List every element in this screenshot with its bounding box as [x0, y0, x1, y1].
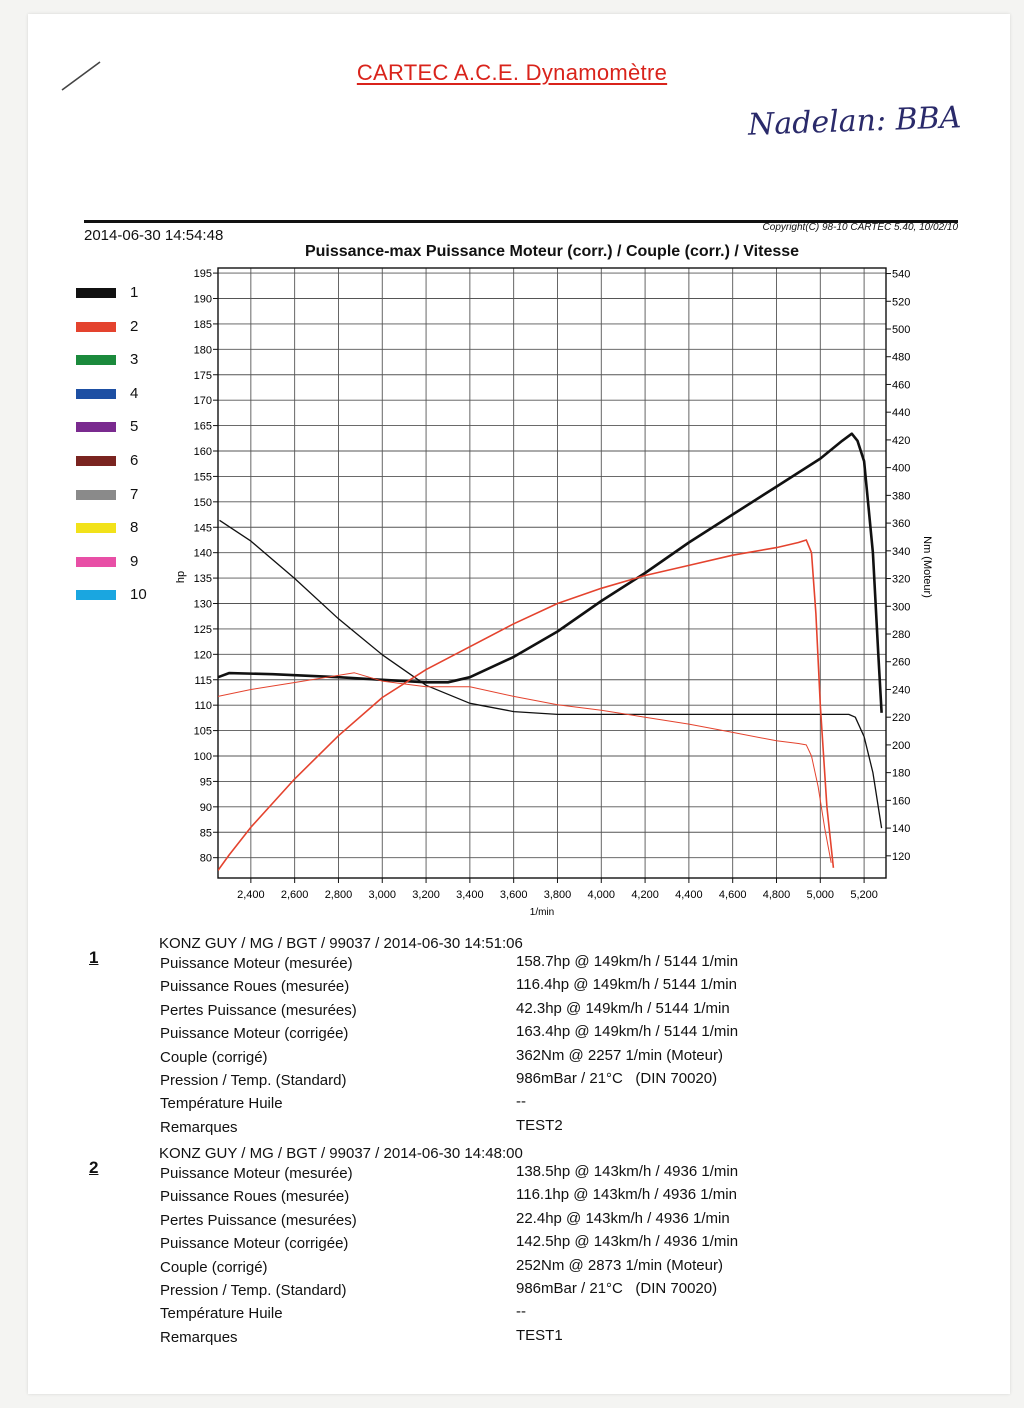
y-left-tick-label: 150: [193, 496, 212, 509]
y-right-tick-label: 420: [892, 434, 911, 447]
x-axis-label: 1/min: [529, 907, 555, 918]
y-right-tick-label: 260: [892, 656, 911, 669]
document-title: CARTEC A.C.E. Dynamomètre: [356, 60, 668, 85]
y-left-tick-label: 195: [193, 268, 212, 281]
result-label: Puissance Moteur (mesurée): [160, 955, 353, 972]
result-value: 42.3hp @ 149km/h / 5144 1/min: [516, 999, 730, 1017]
y-right-tick-label: 540: [892, 268, 911, 281]
result-value: 138.5hp @ 143km/h / 4936 1/min: [516, 1163, 739, 1180]
result-label: Puissance Moteur (mesurée): [160, 1165, 353, 1182]
legend-label: 4: [130, 384, 139, 402]
y-right-tick-label: 120: [892, 850, 911, 863]
result-label: Puissance Roues (mesurée): [160, 978, 350, 996]
y-right-tick-label: 180: [892, 767, 911, 780]
copyright-note: Copyright(C) 98-10 CARTEC 5.40, 10/02/10: [762, 222, 958, 233]
y-right-tick-label: 520: [892, 296, 911, 309]
y-left-tick-label: 100: [193, 751, 212, 763]
result-value: TEST2: [516, 1116, 563, 1134]
result-label: Remarques: [160, 1118, 238, 1136]
y-right-tick-label: 440: [892, 407, 911, 420]
x-tick-label: 5,200: [850, 889, 878, 901]
run-index: 2: [89, 1158, 99, 1177]
result-value: 158.7hp @ 149km/h / 5144 1/min: [516, 953, 739, 970]
y-left-tick-label: 130: [193, 598, 212, 611]
result-value: 163.4hp @ 149km/h / 5144 1/min: [516, 1023, 739, 1041]
x-tick-label: 5,000: [806, 889, 835, 901]
y-left-tick-label: 165: [193, 420, 212, 433]
result-label: Remarques: [160, 1328, 238, 1346]
y-left-tick-label: 90: [199, 801, 212, 814]
result-value: 142.5hp @ 143km/h / 4936 1/min: [516, 1233, 739, 1251]
y-left-tick-label: 175: [193, 369, 212, 382]
result-value: 22.4hp @ 143km/h / 4936 1/min: [516, 1209, 730, 1227]
chart-title: Puissance-max Puissance Moteur (corr.) / Couple (corr.) / Vitesse: [304, 243, 800, 260]
result-value: --: [516, 1093, 526, 1111]
x-tick-label: 3,600: [499, 889, 528, 901]
result-label: Couple (corrigé): [160, 1258, 268, 1276]
x-tick-label: 4,600: [718, 889, 747, 901]
y-right-tick-label: 460: [892, 379, 911, 392]
y-right-tick-label: 280: [892, 629, 911, 641]
y-left-tick-label: 120: [193, 649, 212, 662]
legend-label: 10: [130, 586, 147, 604]
y-left-tick-label: 95: [199, 776, 212, 789]
y-left-tick-label: 125: [193, 623, 212, 636]
x-tick-label: 3,400: [456, 889, 484, 901]
x-tick-label: 4,200: [631, 889, 659, 901]
legend-label: 9: [130, 552, 139, 570]
result-value: 116.4hp @ 149km/h / 5144 1/min: [516, 976, 737, 994]
report-timestamp: 2014-06-30 14:54:48: [84, 227, 224, 244]
y-left-tick-label: 145: [193, 522, 212, 535]
y-left-tick-label: 110: [194, 700, 212, 713]
result-label: Pertes Puissance (mesurées): [160, 1211, 357, 1229]
y-left-tick-label: 140: [193, 547, 212, 560]
result-label: Puissance Roues (mesurée): [160, 1188, 350, 1206]
y-left-axis-label: hp: [175, 570, 187, 584]
y-right-tick-label: 160: [892, 795, 911, 808]
result-value: 986mBar / 21°C (DIN 70020): [516, 1070, 718, 1087]
result-value: 116.1hp @ 143km/h / 4936 1/min: [516, 1186, 737, 1204]
legend-label: 2: [130, 317, 139, 335]
result-label: Température Huile: [160, 1305, 283, 1323]
y-left-tick-label: 135: [193, 573, 212, 586]
y-right-tick-label: 340: [892, 545, 911, 558]
y-right-tick-label: 380: [892, 490, 911, 503]
x-tick-label: 2,400: [237, 889, 265, 901]
y-left-tick-label: 105: [193, 725, 212, 738]
x-tick-label: 3,000: [368, 889, 397, 901]
x-tick-label: 2,600: [280, 889, 309, 901]
legend-label: 6: [130, 451, 139, 469]
handwritten-note: Nadelan: BBA: [747, 100, 962, 143]
y-left-tick-label: 170: [193, 395, 212, 408]
y-left-tick-label: 85: [199, 827, 212, 840]
y-right-tick-label: 200: [892, 739, 911, 752]
y-left-tick-label: 155: [193, 471, 212, 484]
y-left-tick-label: 80: [199, 852, 212, 865]
x-tick-label: 4,000: [587, 889, 616, 901]
result-value: 252Nm @ 2873 1/min (Moteur): [516, 1256, 723, 1274]
x-tick-label: 3,800: [543, 889, 572, 901]
legend-label: 3: [130, 351, 139, 369]
y-right-tick-label: 220: [892, 712, 911, 725]
y-left-tick-label: 160: [193, 446, 212, 458]
x-tick-label: 2,800: [324, 889, 353, 901]
legend-label: 5: [130, 418, 139, 436]
result-value: 362Nm @ 2257 1/min (Moteur): [516, 1046, 723, 1064]
run-index: 1: [89, 948, 99, 967]
y-right-axis-label: Nm (Moteur): [921, 536, 933, 598]
run-header: KONZ GUY / MG / BGT / 99037 / 2014-06-30 14:48:00: [159, 1145, 523, 1162]
y-right-tick-label: 360: [892, 518, 911, 531]
y-left-tick-label: 190: [193, 293, 212, 306]
y-right-tick-label: 500: [892, 324, 911, 336]
result-label: Puissance Moteur (corrigée): [160, 1025, 349, 1043]
result-value: --: [516, 1303, 526, 1321]
legend-label: 8: [130, 519, 139, 537]
y-right-tick-label: 400: [892, 462, 911, 475]
result-label: Puissance Moteur (corrigée): [160, 1235, 349, 1253]
y-right-tick-label: 480: [892, 351, 911, 364]
y-left-tick-label: 185: [193, 318, 212, 331]
y-right-tick-label: 140: [892, 823, 911, 836]
x-tick-label: 4,800: [762, 889, 791, 901]
result-label: Pression / Temp. (Standard): [160, 1072, 347, 1089]
y-right-tick-label: 240: [892, 684, 911, 697]
result-value: 986mBar / 21°C (DIN 70020): [516, 1280, 718, 1297]
x-tick-label: 4,400: [675, 889, 703, 901]
result-label: Couple (corrigé): [160, 1048, 268, 1066]
result-value: TEST1: [516, 1326, 563, 1344]
legend-label: 7: [130, 485, 139, 503]
x-tick-label: 3,200: [412, 889, 440, 901]
result-label: Pertes Puissance (mesurées): [160, 1001, 357, 1019]
legend-label: 1: [130, 284, 139, 301]
run-header: KONZ GUY / MG / BGT / 99037 / 2014-06-30 14:51:06: [159, 935, 523, 952]
y-right-tick-label: 300: [892, 601, 911, 614]
y-left-tick-label: 180: [193, 344, 212, 357]
y-right-tick-label: 320: [892, 573, 911, 586]
y-left-tick-label: 115: [194, 674, 212, 687]
plot-area: [218, 268, 886, 878]
result-label: Température Huile: [160, 1095, 283, 1113]
result-label: Pression / Temp. (Standard): [160, 1282, 347, 1299]
